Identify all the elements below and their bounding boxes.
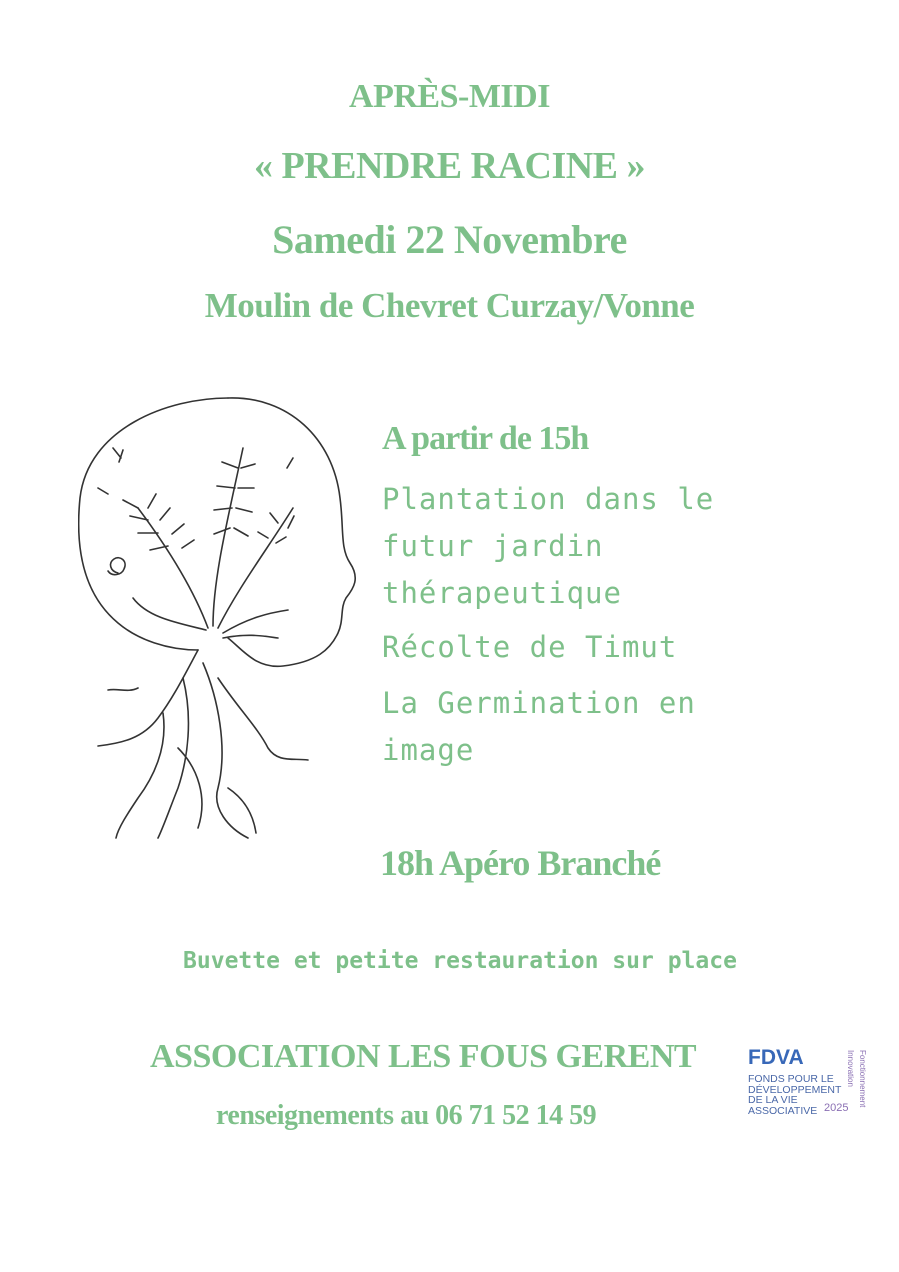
activity-germination: La Germination en image: [382, 686, 696, 767]
fdva-brand: FDVA: [748, 1046, 804, 1069]
fdva-innovation: Innovation: [846, 1050, 855, 1087]
association-name: ASSOCIATION LES FOUS GERENT: [150, 1038, 697, 1075]
fdva-logo: [748, 1046, 870, 1120]
fdva-subtitle: FONDS POUR LE DÉVELOPPEMENT DE LA VIE ASSOCIATIVE: [748, 1073, 842, 1117]
fdva-fonctionnement: Fonctionnement: [858, 1050, 867, 1108]
apero-time: 18h Apéro Branché: [380, 843, 661, 883]
activity-harvest: Récolte de Timut: [382, 630, 678, 664]
event-date: Samedi 22 Novembre: [272, 217, 627, 262]
buvette-note: Buvette et petite restauration sur place: [183, 948, 737, 974]
head-plant-illustration: [78, 388, 378, 868]
start-time: A partir de 15h: [382, 420, 589, 457]
event-type: APRÈS-MIDI: [349, 78, 550, 115]
event-title: « PRENDRE RACINE »: [253, 145, 646, 187]
fdva-year: 2025: [824, 1102, 849, 1114]
contact-phone: renseignements au 06 71 52 14 59: [216, 1100, 597, 1131]
activity-planting: Plantation dans le futur jardin thérapeutique: [382, 482, 715, 610]
event-location: Moulin de Chevret Curzay/Vonne: [204, 286, 695, 325]
